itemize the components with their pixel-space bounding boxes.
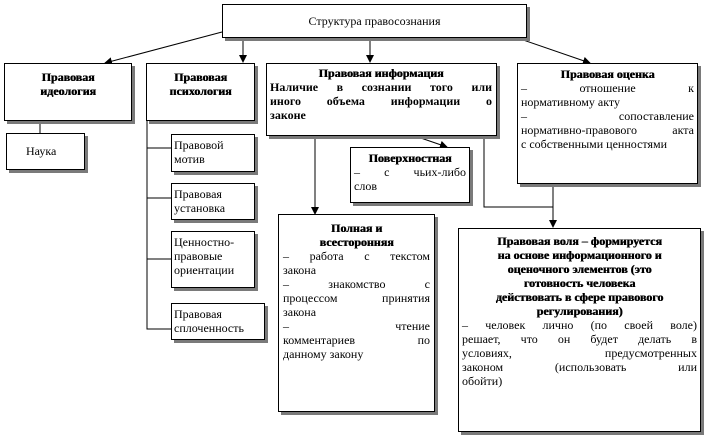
ideology-title-2: идеология <box>40 84 96 98</box>
surface-title: Поверхностная <box>368 151 452 165</box>
information-title: Правовая информация <box>318 66 444 80</box>
psychology-item-orientations: Ценностно- правовые ориентации <box>171 231 255 288</box>
information-box: Правовая информация Наличие в сознании того или иного объема информации о законе <box>266 63 497 136</box>
surface-box: Поверхностная – с чьих-либо слов <box>350 147 470 203</box>
root-box <box>222 4 527 38</box>
root-title: Структура правосознания <box>308 14 441 28</box>
psychology-item-cohesion: Правовая сплоченность <box>171 303 265 340</box>
bracket-psychology <box>147 121 171 329</box>
psychology-box <box>146 63 255 121</box>
science-box <box>6 133 85 170</box>
evaluation-title: Правовая оценка <box>560 67 655 81</box>
full-box: Полная и всесторонняя – работа с текстом закона – знакомство с процессом принятия закона – чтение комментариев по данному закону <box>278 214 435 412</box>
psychology-item-motive: Правовой мотив <box>171 134 255 172</box>
full-title-2: всесторонняя <box>319 235 394 249</box>
psychology-title-2: психология <box>169 84 232 98</box>
science-label: Наука <box>26 144 57 158</box>
will-box: Правовая воля – формируется на основе информационного и оценочного элементов (это готовность человека действовать в сфере правового регулирования) – человек лично (по своей воле) решает, что он будет делать в условиях, предусмотренных законом (использовать или обойти) <box>458 228 701 432</box>
ideology-box <box>4 63 132 121</box>
arrow-root-to-ideology <box>105 32 222 63</box>
ideology-title-1: Правовая <box>41 70 95 84</box>
psychology-title-1: Правовая <box>173 70 228 84</box>
evaluation-box: Правовая оценка – отношение к нормативному акту – сопоставление нормативно-правового акта с собственными ценностями <box>517 63 698 184</box>
full-title-1: Полная и <box>330 221 383 235</box>
arrow-information-to-surface <box>415 136 447 147</box>
psychology-item-attitude: Правовая установка <box>171 183 255 220</box>
